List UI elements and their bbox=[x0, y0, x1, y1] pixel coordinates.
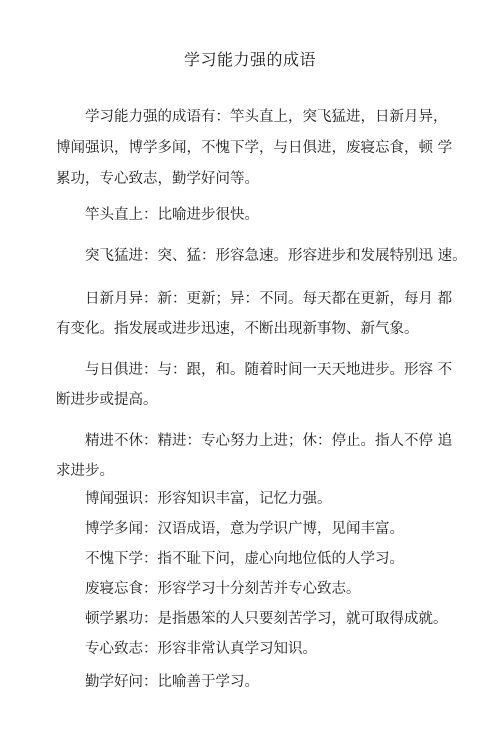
paragraph-line: 专心致志：形容非常认真学习知识。 bbox=[56, 641, 317, 657]
paragraph-line: 竿头直上：比喻进步很快。 bbox=[56, 207, 259, 223]
paragraph-line: 顿学累功：是指愚笨的人只要刻苦学习，就可取得成就。 bbox=[56, 611, 448, 627]
paragraph-line: 博学多闻：汉语成语，意为学识广博，见闻丰富。 bbox=[56, 521, 404, 537]
paragraph-definition bbox=[56, 246, 467, 266]
paragraph-definition bbox=[56, 609, 456, 629]
paragraph-definition bbox=[56, 672, 456, 692]
paragraph-intro bbox=[56, 107, 456, 189]
paragraph-line: 勤学好问：比喻善于学习。 bbox=[56, 674, 259, 690]
paragraph-line: 求进步。 bbox=[56, 463, 114, 479]
paragraph-line: 精进不休：精进：专心努力上进；休：停止。指人不停 追 bbox=[56, 433, 453, 449]
document-title: 学习能力强的成语 bbox=[183, 50, 316, 69]
paragraph-line: 博闻强识：形容知识丰富，记忆力强。 bbox=[56, 491, 332, 507]
paragraph-line: 废寝忘食：形容学习十分刻苦并专心致志。 bbox=[56, 581, 361, 597]
paragraph-line: 与日俱进：与：跟，和。随着时间一天天地进步。形容 不 bbox=[56, 362, 453, 378]
paragraph-line: 日新月异：新：更新；异：不同。每天都在更新，每月 都 bbox=[56, 291, 453, 307]
paragraph-definition bbox=[56, 489, 456, 509]
paragraph-definition bbox=[56, 639, 456, 659]
paragraph-definition bbox=[56, 360, 456, 410]
paragraph-definition bbox=[56, 431, 456, 481]
paragraph-line: 学习能力强的成语有：竿头直上，突飞猛进，日新月异， bbox=[56, 109, 448, 125]
paragraph-definition bbox=[56, 205, 456, 225]
paragraph-line: 断进步或提高。 bbox=[56, 392, 158, 408]
paragraph-definition bbox=[56, 579, 456, 599]
paragraph-line: 博闻强识，博学多闻，不愧下学，与日俱进，废寝忘食，顿 学 bbox=[56, 140, 453, 156]
paragraph-line: 累功，专心致志，勤学好问等。 bbox=[56, 171, 259, 187]
paragraph-line: 不愧下学：指不耻下问，虚心向地位低的人学习。 bbox=[56, 551, 404, 567]
paragraph-line: 有变化。指发展或进步迅速，不断出现新事物、新气象。 bbox=[56, 321, 419, 337]
paragraph-definition bbox=[56, 549, 456, 569]
paragraph-definition bbox=[56, 519, 456, 539]
paragraph-line: 突飞猛进：突、猛：形容急速。形容进步和发展特别迅 速。 bbox=[56, 248, 467, 264]
paragraph-definition bbox=[56, 289, 456, 339]
